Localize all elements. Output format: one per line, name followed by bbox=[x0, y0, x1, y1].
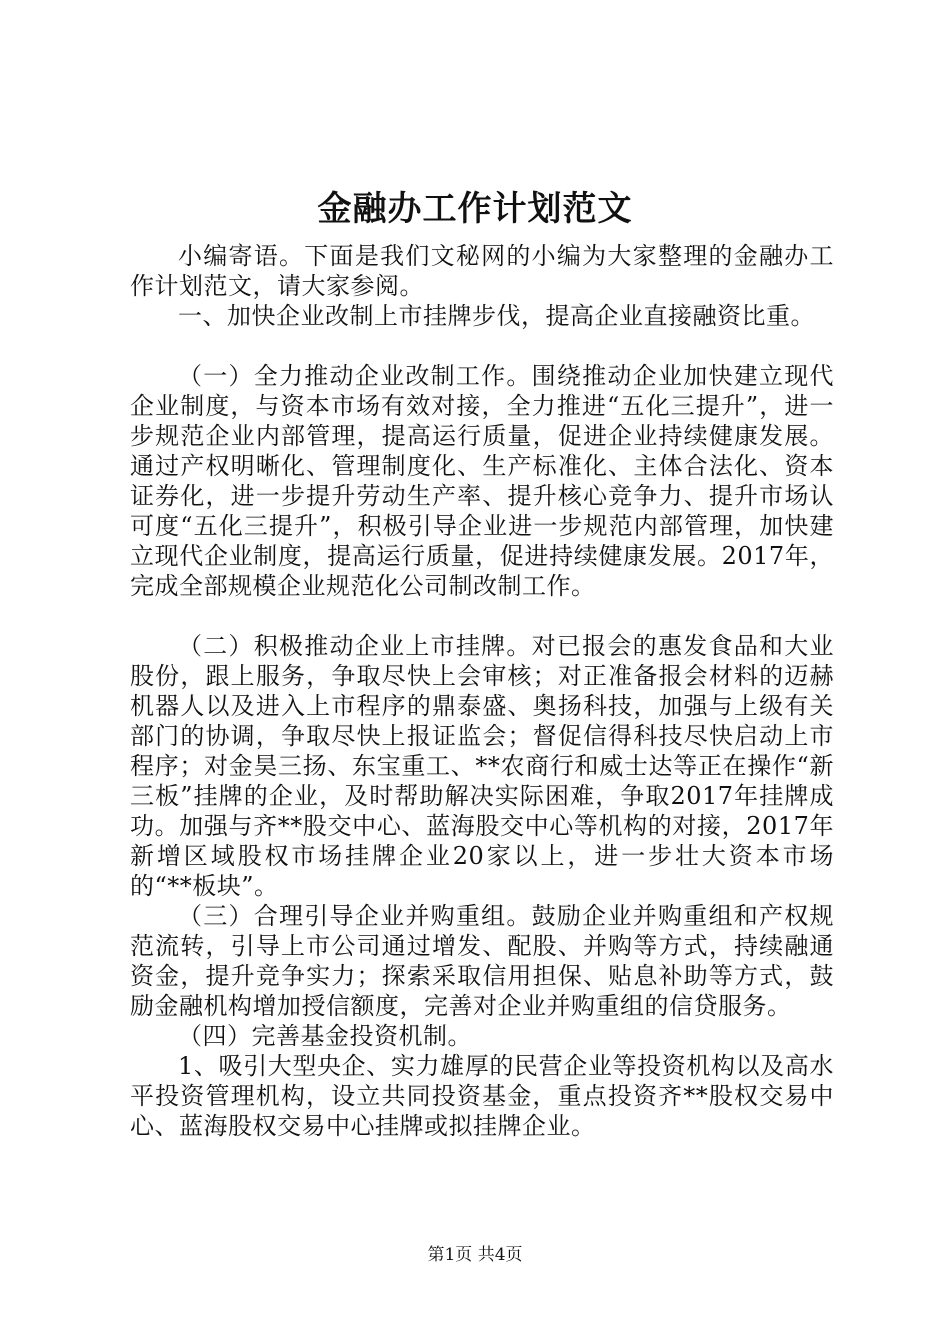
page-footer: 第1页 共4页 bbox=[427, 1245, 523, 1265]
paragraph-spacer bbox=[130, 601, 834, 631]
section-heading-1: 一、加快企业改制上市挂牌步伐，提高企业直接融资比重。 bbox=[178, 302, 815, 330]
paragraph-spacer bbox=[130, 331, 834, 361]
paragraph-item-4: （四）完善基金投资机制。 bbox=[178, 1022, 472, 1050]
paragraph-subitem-1: 1、吸引大型央企、实力雄厚的民营企业等投资机构以及高水平投资管理机构，设立共同投资基金，重点投资齐**股权交易中心、蓝海股权交易中心挂牌或拟挂牌企业。 bbox=[130, 1052, 834, 1140]
document-title: 金融办工作计划范文 bbox=[317, 189, 633, 229]
intro-paragraph: 小编寄语。下面是我们文秘网的小编为大家整理的金融办工作计划范文，请大家参阅。 bbox=[130, 242, 834, 300]
paragraph-item-3: （三）合理引导企业并购重组。鼓励企业并购重组和产权规范流转，引导上市公司通过增发、配股、并购等方式，持续融通资金，提升竞争实力；探索采取信用担保、贴息补助等方式，鼓励金融机构增加授信额度，完善对企业并购重组的信贷服务。 bbox=[130, 902, 834, 1020]
paragraph-item-2: （二）积极推动企业上市挂牌。对已报会的惠发食品和大业股份，跟上服务，争取尽快上会审核；对正准备报会材料的迈赫机器人以及进入上市程序的鼎泰盛、奥扬科技，加强与上级有关部门的协调，争取尽快上报证监会；督促信得科技尽快启动上市程序；对金昊三扬、东宝重工、**农商行和威士达等正在操作“新三板”挂牌的企业，及时帮助解决实际困难，争取2017年挂牌成功。加强与齐**股交中心、蓝海股交中心等机构的对接，2017年新增区域股权市场挂牌企业20家以上，进一步壮大资本市场的“**板块”。 bbox=[130, 632, 834, 900]
paragraph-item-1: （一）全力推动企业改制工作。围绕推动企业加快建立现代企业制度，与资本市场有效对接，全力推进“五化三提升”，进一步规范企业内部管理，提高运行质量，促进企业持续健康发展。通过产权明晰化、管理制度化、生产标准化、主体合法化、资本证券化，进一步提升劳动生产率、提升核心竞争力、提升市场认可度“五化三提升”，积极引导企业进一步规范内部管理，加快建立现代企业制度，提高运行质量，促进持续健康发展。2017年，完成全部规模企业规范化公司制改制工作。 bbox=[130, 362, 834, 600]
document-body bbox=[130, 241, 834, 1141]
